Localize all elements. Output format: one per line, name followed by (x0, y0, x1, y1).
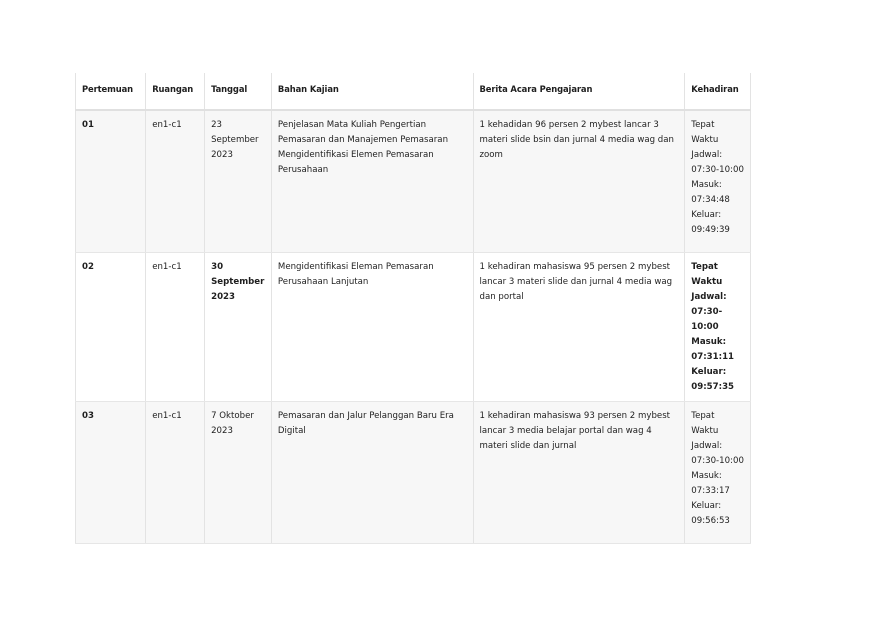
header-row (76, 73, 751, 110)
cell-meeting: 01 (76, 110, 146, 252)
header-report: Berita Acara Pengajaran (473, 73, 685, 110)
header-topic: Bahan Kajian (271, 73, 473, 110)
table-row (76, 401, 751, 543)
teaching-schedule-table (75, 73, 751, 544)
cell-date: 30 September 2023 (205, 252, 272, 401)
attendance-status: Tepat Waktu (691, 261, 723, 287)
table-header (76, 73, 751, 110)
attendance-out: Keluar: 09:49:39 (691, 210, 730, 235)
attendance-in: Masuk: 07:31:11 (691, 336, 735, 362)
attendance-out: Keluar: 09:56:53 (691, 500, 730, 526)
attendance-out: Keluar: 09:57:35 (691, 366, 735, 392)
table-row (76, 110, 751, 252)
cell-attendance (685, 401, 751, 543)
attendance-schedule: Jadwal: 07:30-10:00 (691, 291, 727, 332)
header-room: Ruangan (146, 73, 205, 110)
cell-attendance (685, 110, 751, 252)
attendance-schedule: Jadwal: 07:30-10:00 (691, 440, 744, 466)
attendance-schedule: Jadwal: 07:30-10:00 (691, 150, 744, 175)
header-meeting: Pertemuan (76, 73, 146, 110)
cell-attendance (685, 252, 751, 401)
cell-report: 1 kehadiran mahasiswa 93 persen 2 mybest lancar 3 media belajar portal dan wag 4 materi slide dan jurnal (473, 401, 685, 543)
attendance-in: Masuk: 07:34:48 (691, 180, 730, 205)
cell-room: en1-c1 (146, 401, 205, 543)
cell-date: 23 September 2023 (205, 110, 272, 252)
cell-date: 7 Oktober 2023 (205, 401, 272, 543)
cell-meeting: 03 (76, 401, 146, 543)
attendance-in: Masuk: 07:33:17 (691, 470, 730, 496)
cell-meeting: 02 (76, 252, 146, 401)
header-attendance: Kehadiran (685, 73, 751, 110)
header-date: Tanggal (205, 73, 272, 110)
cell-topic: Mengidentifikasi Eleman Pemasaran Perusahaan Lanjutan (271, 252, 473, 401)
cell-report: 1 kehadiran mahasiswa 95 persen 2 mybest lancar 3 materi slide dan jurnal 4 media wag dan portal (473, 252, 685, 401)
attendance-status: Tepat Waktu (691, 120, 719, 145)
attendance-status: Tepat Waktu (691, 410, 719, 436)
table-body (76, 110, 751, 543)
cell-room: en1-c1 (146, 252, 205, 401)
table-row (76, 252, 751, 401)
cell-report: 1 kehadidan 96 persen 2 mybest lancar 3 materi slide bsin dan jurnal 4 media wag dan zoom (473, 110, 685, 252)
cell-room: en1-c1 (146, 110, 205, 252)
cell-topic: Pemasaran dan Jalur Pelanggan Baru Era Digital (271, 401, 473, 543)
cell-topic: Penjelasan Mata Kuliah Pengertian Pemasaran dan Manajemen Pemasaran Mengidentifikasi Elemen Pemasaran Perusahaan (271, 110, 473, 252)
